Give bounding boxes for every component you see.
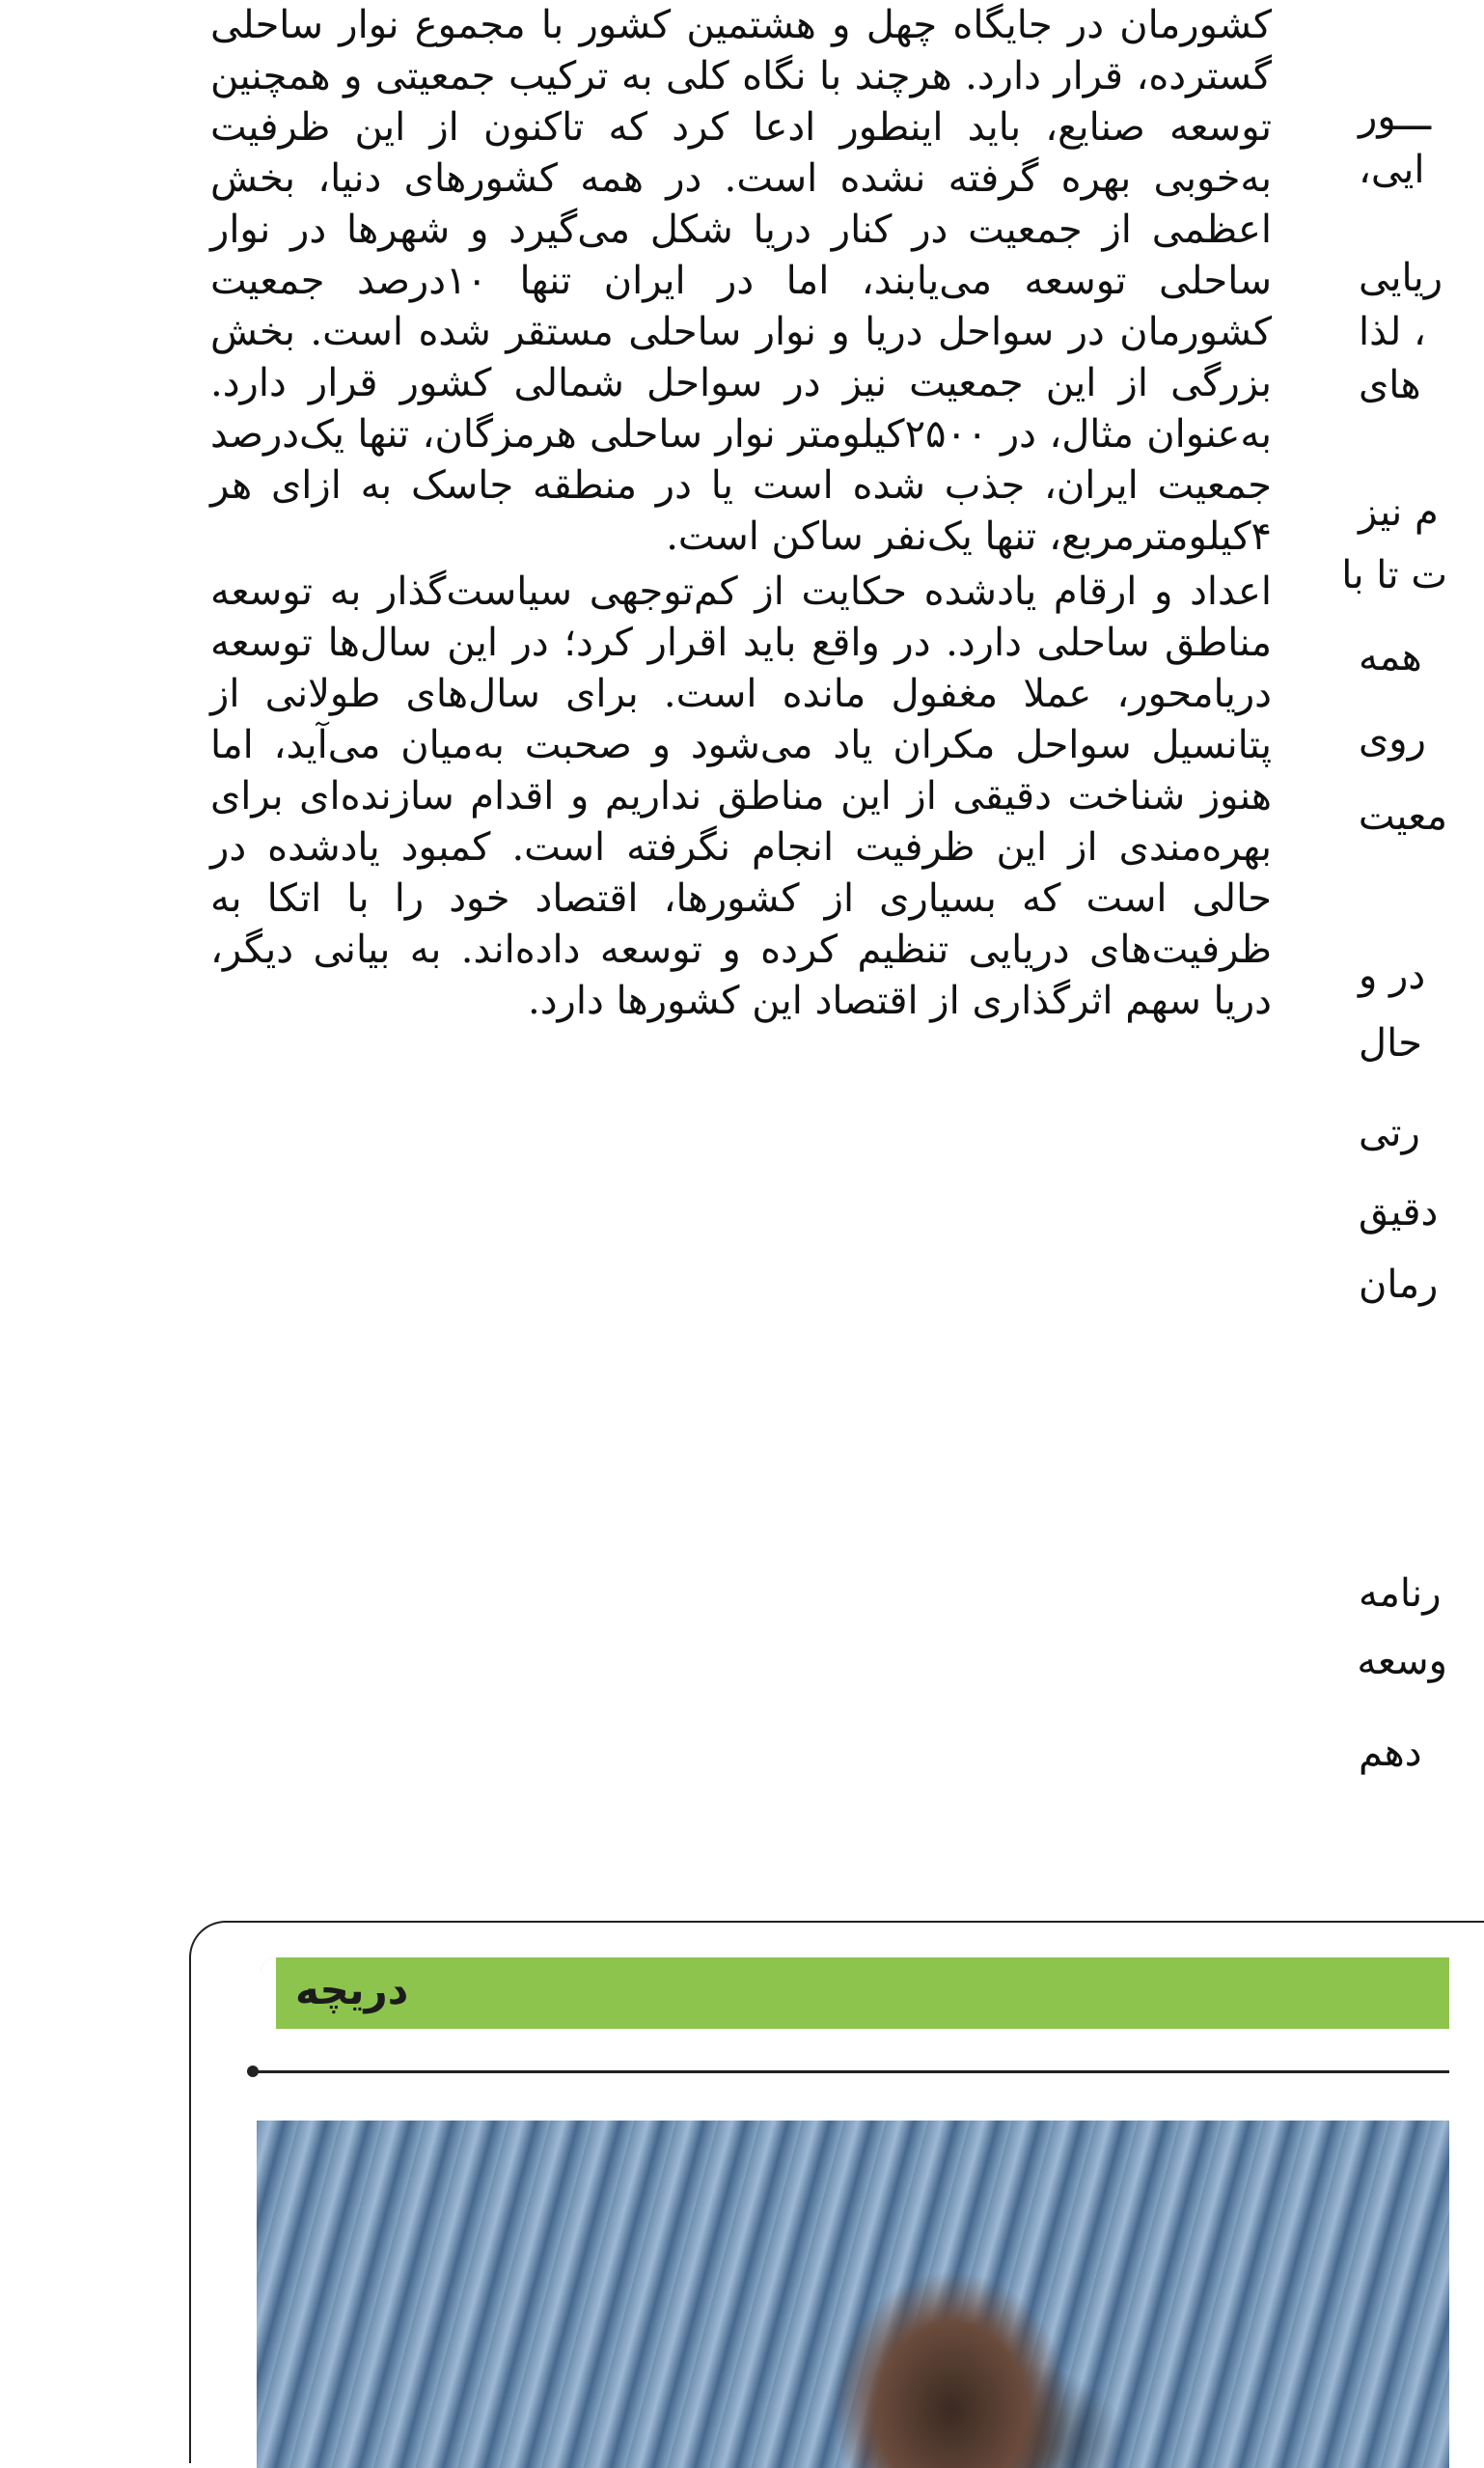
article-paragraph: کشورمان در جایگاه چهل و هشتمین کشور با مجموع نوار ساحلی گسترده، قرار دارد. هرچند با نگاه کلی به ترکیب جمعیتی و همچنین توسعه صنایع، باید اینطور ادعا کرد که تاکنون از این ظرفیت به‌خوبی بهره گرفته نشده است. در همه کشورهای دنیا، بخش اعظمی از جمعیت در کنار دریا شکل می‌گیرد و شهرها در نوار ساحلی توسعه می‌یابند، اما در ایران تنها ۱۰درصد جمعیت کشورمان در سواحل دریا و نوار ساحلی مستقر شده است. بخش بزرگی از این جمعیت نیز در سواحل شمالی کشور قرار دارد. به‌عنوان مثال، در ۲۵۰۰کیلومتر نوار ساحلی هرمزگان، تنها یک‌درصد جمعیت ایران، جذب شده است یا در منطقه جاسک به ازای هر ۴کیلومترمربع، تنها یک‌نفر ساکن است. <box>210 3 1272 559</box>
box-photo <box>257 2121 1449 2468</box>
article-paragraph: اعداد و ارقام یادشده حکایت از کم‌توجهی سیاست‌گذار به توسعه مناطق ساحلی دارد. در واقع باید اقرار کرد؛ در این سال‌ها توسعه دریامحور، عملا مغفول مانده است. برای سال‌های طولانی از پتانسیل سواحل مکران یاد می‌شود و صحبت به‌میان می‌آید، اما هنوز شناخت دقیقی از این مناطق نداریم و اقدام سازنده‌ای برای بهره‌مندی از این ظرفیت انجام نگرفته است. کمبود یادشده در حالی است که بسیاری از کشورها، اقتصاد خود را با اتکا به ظرفیت‌های دریایی تنظیم کرده و توسعه داده‌اند. به بیانی دیگر، دریا سهم اثرگذاری از اقتصاد این کشورها دارد. <box>210 569 1272 1023</box>
sidebar-box <box>189 1921 1484 2463</box>
adjacent-line: ریایی <box>1359 256 1443 300</box>
adjacent-line: رنامه <box>1359 1571 1442 1616</box>
article-main-column <box>210 0 1272 1027</box>
adjacent-line: رتی <box>1359 1111 1420 1155</box>
adjacent-line: ت تا با <box>1341 553 1447 597</box>
box-title: دریچه <box>295 1966 409 2013</box>
adjacent-line: رمان <box>1359 1262 1439 1307</box>
adjacent-line: ایی، <box>1359 148 1425 192</box>
adjacent-line: دقیق <box>1359 1190 1439 1234</box>
adjacent-line: معیت <box>1358 794 1447 839</box>
adjacent-line: های <box>1359 363 1421 407</box>
adjacent-line: همه <box>1359 635 1422 679</box>
adjacent-line: وسعه <box>1357 1639 1447 1683</box>
adjacent-line: ـــور <box>1359 95 1432 139</box>
box-header-bar <box>261 1957 1449 2029</box>
adjacent-column-cropped <box>1341 0 1447 1815</box>
adjacent-line: حال <box>1359 1021 1422 1066</box>
adjacent-line: دهم <box>1359 1731 1422 1775</box>
adjacent-line: در و <box>1359 954 1426 998</box>
adjacent-line: م نیز <box>1359 490 1439 535</box>
adjacent-line: روی <box>1359 717 1426 762</box>
adjacent-line: ، لذا <box>1359 310 1426 354</box>
divider <box>253 2070 1449 2073</box>
